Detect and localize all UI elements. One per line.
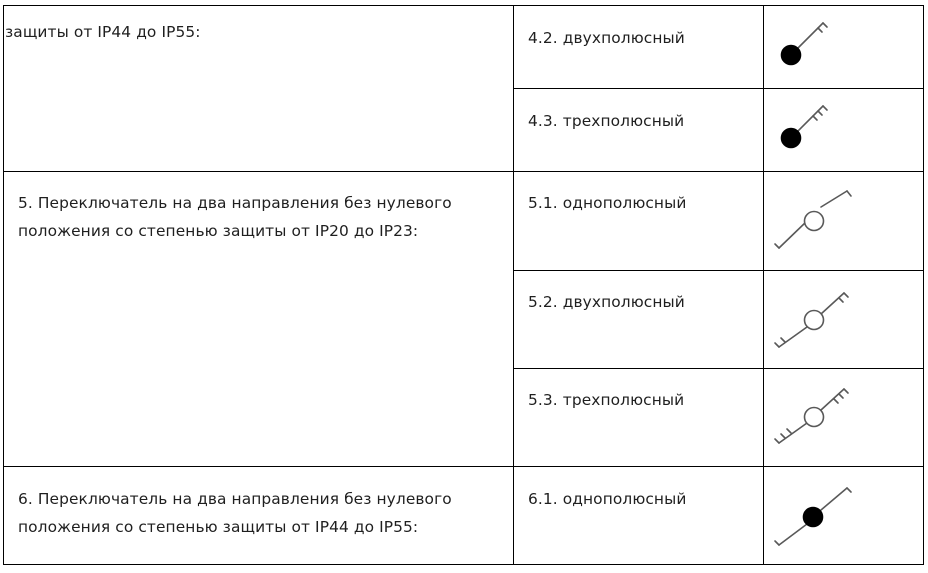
- item-4-2-label: 4.2. двухполюсный: [528, 29, 685, 47]
- item-5-1-label: 5.1. однополюсный: [528, 194, 687, 212]
- changeover-switch-three-pole-open-icon: [764, 369, 924, 467]
- changeover-switch-one-pole-filled-icon: [764, 467, 924, 565]
- item-6-1-label: 6.1. однополюсный: [528, 490, 687, 508]
- item-5-3-label: 5.3. трехполюсный: [528, 391, 685, 409]
- item-5-2-label: 5.2. двухполюсный: [528, 293, 685, 311]
- row-6-description-line-1: 6. Переключатель на два направления без нулевого: [18, 490, 452, 508]
- column-divider-1: [513, 5, 514, 565]
- row-4-description-line-1: защиты от IP44 до IP55:: [5, 23, 201, 41]
- row-6-description-line-2: положения со степенью защиты от IP44 до IP55:: [18, 518, 419, 536]
- row-5-description-line-1: 5. Переключатель на два направления без нулевого: [18, 194, 452, 212]
- changeover-switch-one-pole-open-icon: [764, 172, 924, 270]
- table-border-left: [3, 5, 4, 565]
- item-4-3-label: 4.3. трехполюсный: [528, 112, 685, 130]
- row-5-description-line-2: положения со степенью защиты от IP20 до IP23:: [18, 222, 419, 240]
- changeover-switch-two-pole-open-icon: [764, 271, 924, 369]
